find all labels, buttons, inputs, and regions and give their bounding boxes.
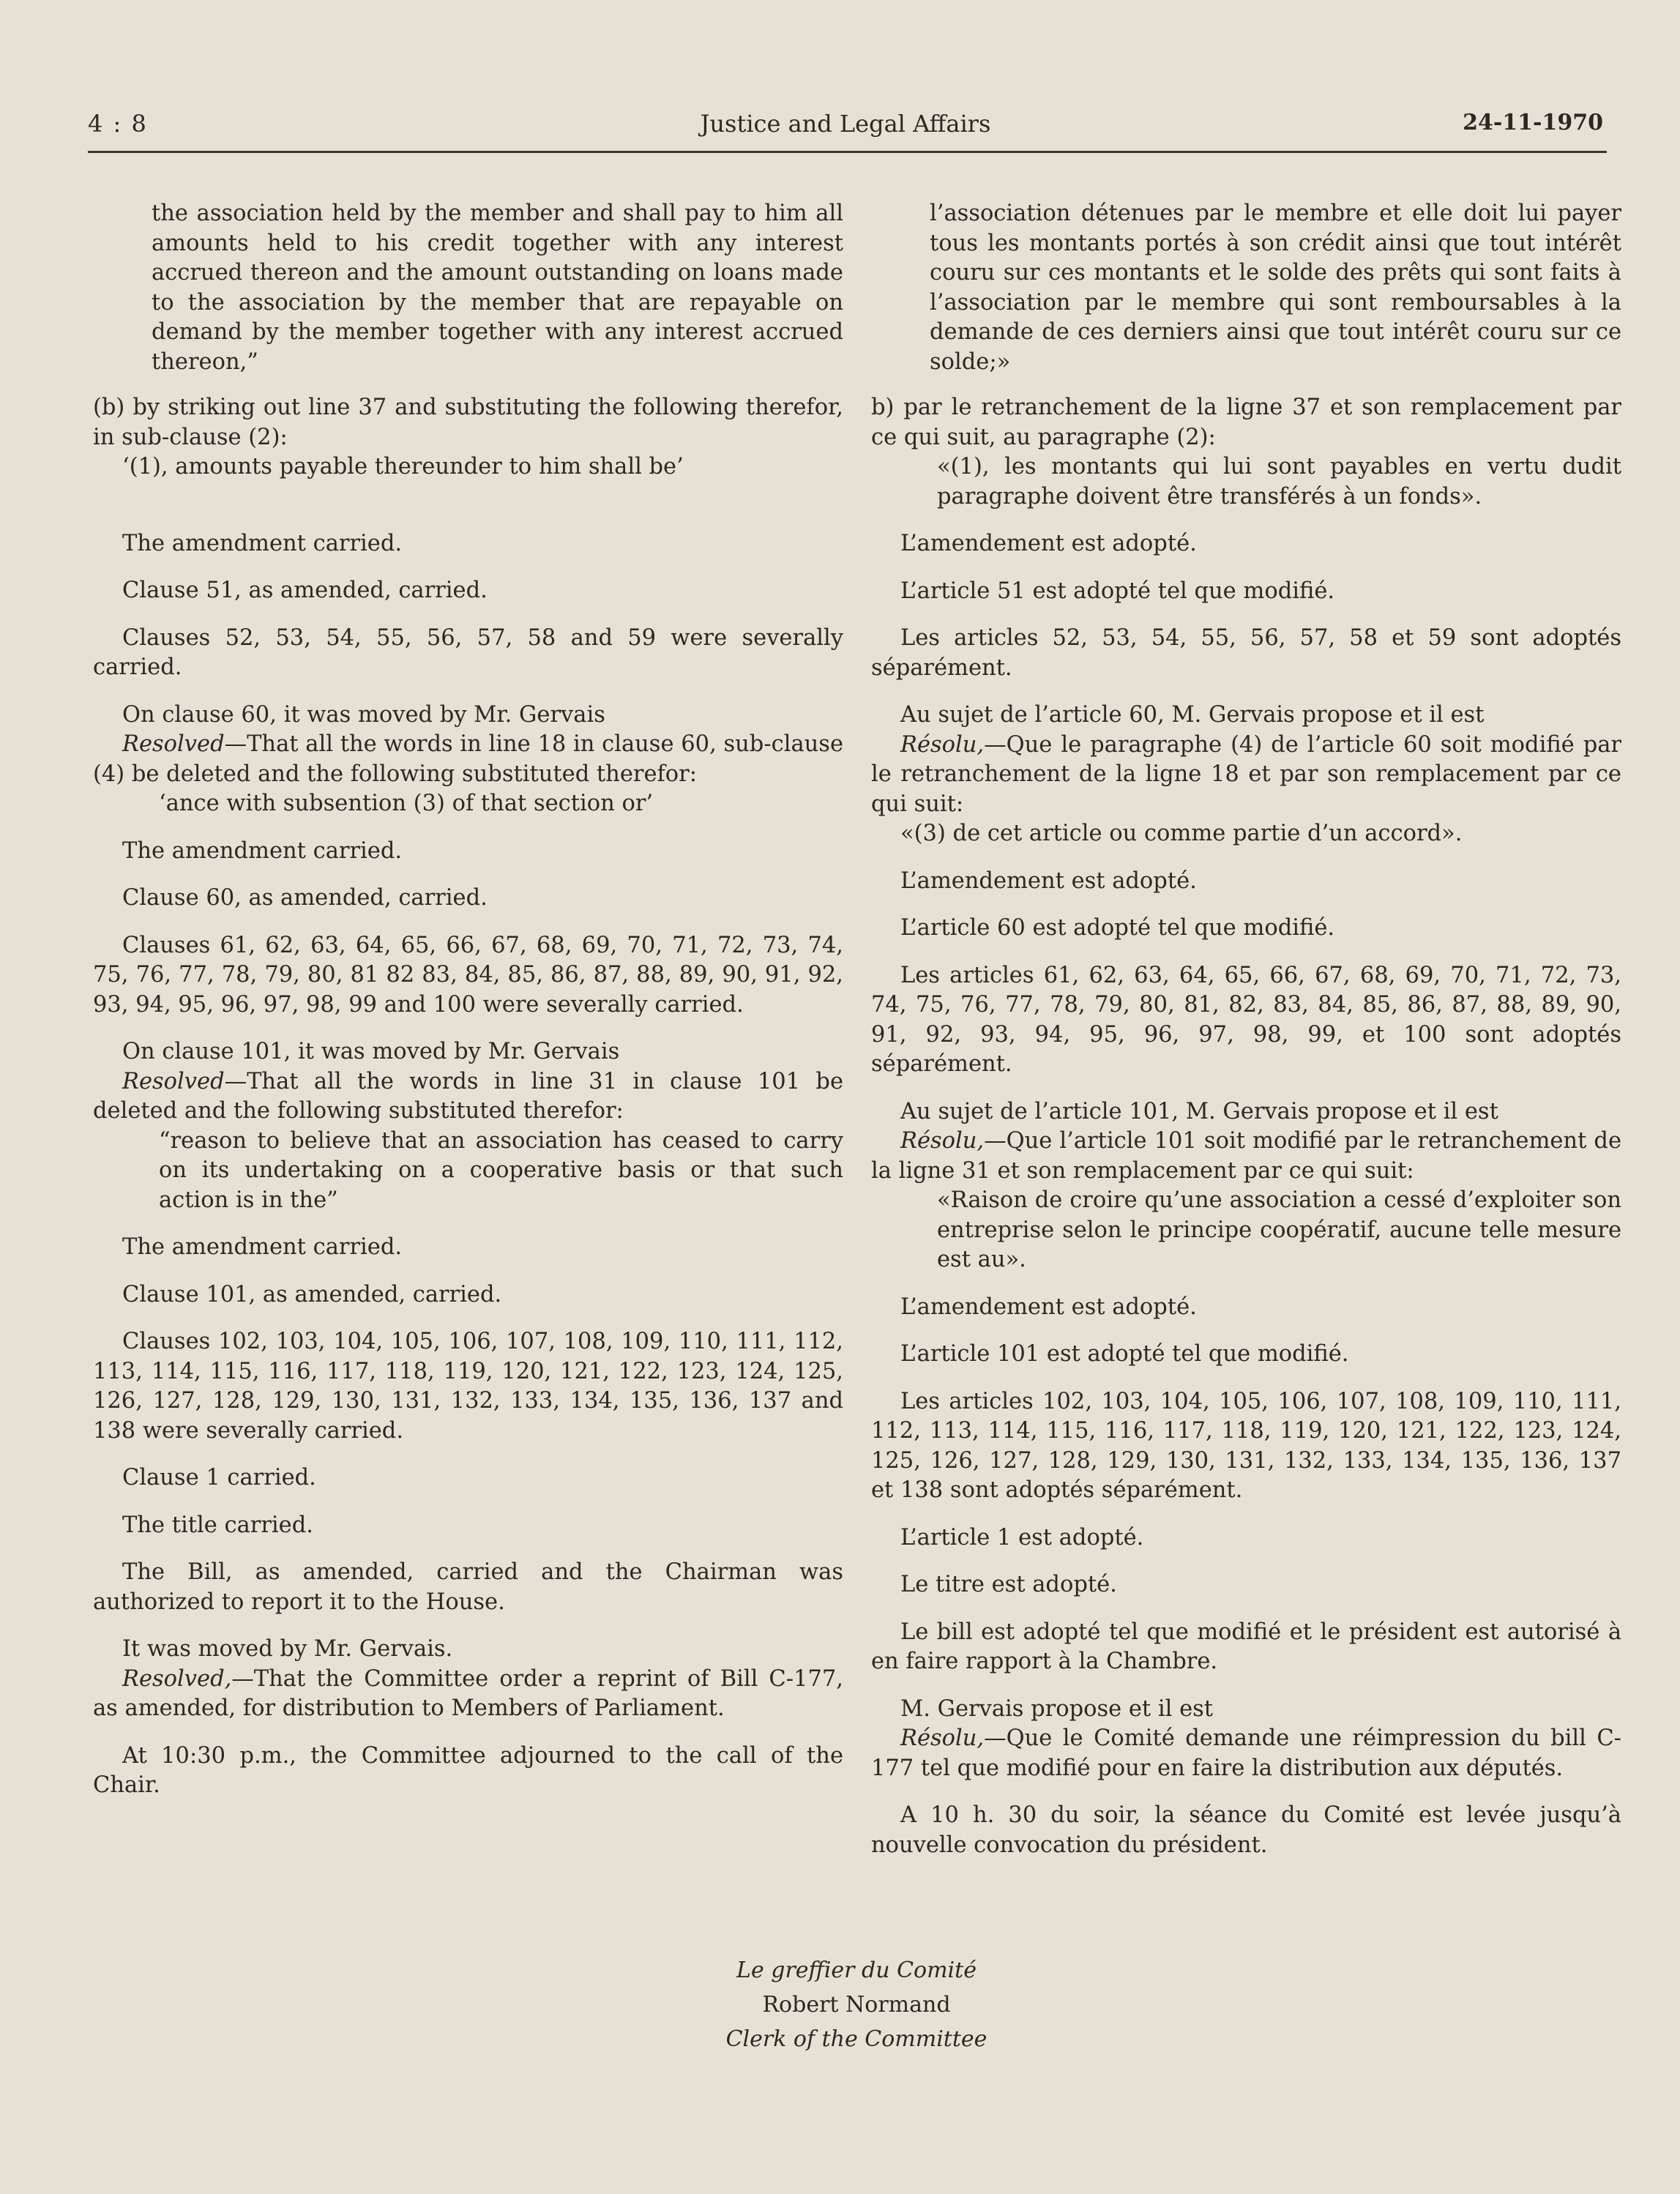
signature-name: Robert Normand	[762, 1992, 951, 2018]
paragraph: Les articles 102, 103, 104, 105, 106, 107, 108, 109, 110, 111, 112, 113, 114, 115, 116, 117, 118, 119, 120, 121, 122, 123, 124, 125, 126, 127, 128, 129, 130, 131, 132, 133, 134, 135, 136, 137 et 138 sont adoptés séparément.	[871, 1388, 1621, 1503]
resolved-label: Resolved,	[122, 1665, 232, 1692]
paragraph: Clause 101, as amended, carried.	[122, 1281, 502, 1307]
paragraph: L’article 51 est adopté tel que modifié.	[900, 578, 1335, 604]
paragraph	[871, 1724, 1621, 1783]
paragraph: Clause 60, as amended, carried.	[122, 885, 488, 911]
signature-title-fr: Le greffier du Comité	[736, 1958, 977, 1983]
resolved-label: Resolved	[122, 731, 225, 757]
paragraph: L’article 1 est adopté.	[900, 1524, 1144, 1551]
paragraph: At 10:30 p.m., the Committee adjourned to the call of the Chair.	[93, 1742, 843, 1798]
paragraph: On clause 60, it was moved by Mr. Gervais	[122, 701, 605, 728]
paragraph: The Bill, as amended, carried and the Chairman was authorized to report it to the House.	[93, 1559, 843, 1615]
header-rule	[88, 151, 1607, 153]
paragraph: Clause 51, as amended, carried.	[122, 578, 488, 603]
paragraph: On clause 101, it was moved by Mr. Gervais	[122, 1039, 620, 1064]
page-header	[88, 110, 1603, 151]
paragraph: (b) by striking out line 37 and substituting the following therefor, in sub-clause (2):	[93, 395, 843, 450]
paragraph: Au sujet de l’article 60, M. Gervais propose et il est	[900, 702, 1485, 728]
paragraph: L’amendement est adopté.	[900, 867, 1197, 894]
quoted-amendment: «(3) de cet article ou comme partie d’un accord».	[900, 821, 1463, 846]
quoted-amendment: «(1), les montants qui lui sont payables en vertu dudit paragraphe doivent être transférés à un fonds».	[937, 454, 1621, 510]
paragraph: b) par le retranchement de la ligne 37 et son remplacement par ce qui suit, au paragraphe (2):	[871, 395, 1621, 450]
paragraph: Clauses 61, 62, 63, 64, 65, 66, 67, 68, 69, 70, 71, 72, 73, 74, 75, 76, 77, 78, 79, 80, 81 82 83, 84, 85, 86, 87, 88, 89, 90, 91, 92, 93, 94, 95, 96, 97, 98, 99 and 100 were severally carried.	[93, 932, 843, 1018]
resolved-text: —Que l’article 101 soit modifié par le retranchement de la ligne 31 et son remplacement par ce qui suit:	[871, 1128, 1621, 1184]
page-title: Justice and Legal Affairs	[700, 110, 991, 138]
quoted-amendment: «Raison de croire qu’une association a cessé d’exploiter son entreprise selon le principe coopératif, aucune telle mesure est au».	[937, 1187, 1621, 1272]
resolved-label: Resolved	[122, 1068, 225, 1094]
resolved-label: Résolu,	[900, 731, 985, 758]
paragraph: The amendment carried.	[122, 530, 403, 556]
paragraph: Les articles 61, 62, 63, 64, 65, 66, 67, 68, 69, 70, 71, 72, 73, 74, 75, 76, 77, 78, 79, 80, 81, 82, 83, 84, 85, 86, 87, 88, 89, 90, 91, 92, 93, 94, 95, 96, 97, 98, 99, et 100 sont adoptés séparément.	[871, 962, 1621, 1077]
resolved-label: Résolu,	[900, 1128, 985, 1154]
paragraph	[93, 730, 843, 789]
paragraph: L’article 101 est adopté tel que modifié.	[900, 1341, 1349, 1367]
paragraph: Clauses 52, 53, 54, 55, 56, 57, 58 and 59 were severally carried.	[93, 624, 843, 680]
signature-title-en: Clerk of the Committee	[725, 2026, 988, 2052]
paragraph: the association held by the member and shall pay to him all amounts held to his credit together with any interest accrued thereon and the amount outstanding on loans made to the association by the member that are repayable on demand by the member together with any interest accrued thereon,”	[152, 201, 843, 375]
paragraph: M. Gervais propose et il est	[900, 1695, 1214, 1722]
paragraph: L’amendement est adopté.	[900, 1294, 1197, 1320]
quoted-amendment: “reason to believe that an association has ceased to carry on its undertaking on a cooperative basis or that such action is in the”	[159, 1127, 843, 1213]
quoted-amendment: ‘ance with subsention (3) of that section or’	[159, 791, 654, 816]
paragraph: A 10 h. 30 du soir, la séance du Comité est levée jusqu’à nouvelle convocation du président.	[871, 1802, 1621, 1858]
paragraph: l’association détenues par le membre et elle doit lui payer tous les montants portés à son crédit ainsi que tout intérêt couru sur ces montants et le solde des prêts qui sont faits à l’association par le membre qui sont remboursables à la demande de ces derniers ainsi que tout intérêt couru sur ce solde;»	[930, 201, 1621, 375]
paragraph: Clause 1 carried.	[122, 1465, 316, 1490]
resolved-text: —Que le Comité demande une réimpression du bill C-177 tel que modifié pour en faire la distribution aux députés.	[871, 1725, 1621, 1781]
page-date: 24-11-1970	[1463, 110, 1603, 135]
paragraph: Le bill est adopté tel que modifié et le président est autorisé à en faire rapport à la Chambre.	[871, 1619, 1621, 1674]
resolved-label: Résolu,	[900, 1725, 985, 1751]
paragraph: The amendment carried.	[122, 837, 403, 864]
signature-block	[659, 1953, 1054, 2056]
page-number: 4 : 8	[88, 110, 148, 138]
paragraph: Clauses 102, 103, 104, 105, 106, 107, 108, 109, 110, 111, 112, 113, 114, 115, 116, 117, 118, 119, 120, 121, 122, 123, 124, 125, 126, 127, 128, 129, 130, 131, 132, 133, 134, 135, 136, 137 and 138 were severally carried.	[93, 1329, 843, 1444]
paragraph	[93, 1665, 843, 1724]
paragraph: Au sujet de l’article 101, M. Gervais propose et il est	[900, 1098, 1498, 1124]
resolved-text: —That all the words in line 31 in clause 101 be deleted and the following substituted therefor:	[93, 1068, 843, 1124]
paragraph	[93, 1067, 843, 1127]
english-column	[93, 199, 843, 1801]
french-column	[871, 199, 1621, 1860]
paragraph: The title carried.	[122, 1512, 313, 1538]
paragraph: L’amendement est adopté.	[900, 531, 1197, 556]
paragraph	[871, 731, 1621, 820]
paragraph: It was moved by Mr. Gervais.	[122, 1636, 453, 1662]
paragraph	[871, 1127, 1621, 1186]
resolved-text: —That all the words in line 18 in clause 60, sub-clause (4) be deleted and the following substituted therefor:	[93, 731, 843, 787]
paragraph: Les articles 52, 53, 54, 55, 56, 57, 58 et 59 sont adoptés séparément.	[871, 625, 1621, 681]
paragraph: Le titre est adopté.	[900, 1572, 1117, 1597]
paragraph: L’article 60 est adopté tel que modifié.	[900, 915, 1335, 941]
paragraph: ‘(1), amounts payable thereunder to him shall be’	[122, 454, 684, 480]
resolved-text: —That the Committee order a reprint of Bill C-177, as amended, for distribution to Members of Parliament.	[93, 1665, 843, 1721]
paragraph: The amendment carried.	[122, 1234, 403, 1260]
resolved-text: —Que le paragraphe (4) de l’article 60 soit modifié par le retranchement de la ligne 18 et par son remplacement par ce qui suit:	[871, 731, 1621, 817]
